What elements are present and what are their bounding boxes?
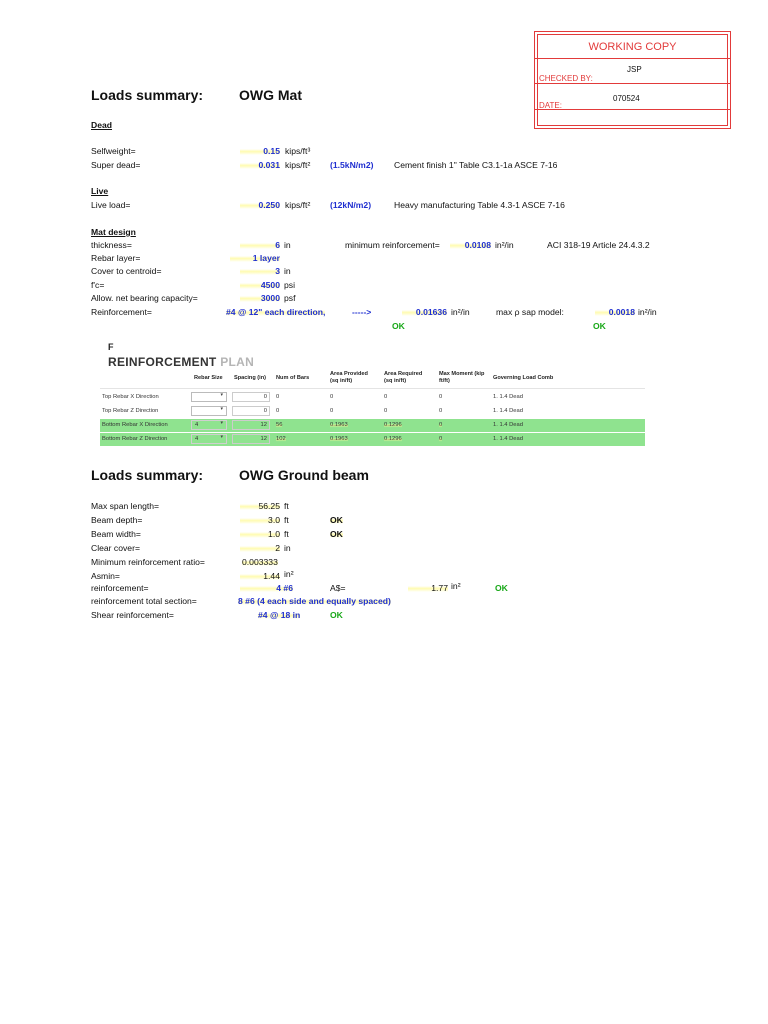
- fc-value: 4500: [240, 280, 280, 290]
- dropdown-arrow-icon: ▾: [220, 406, 223, 412]
- clear-cover-label: Clear cover=: [91, 543, 140, 553]
- row-name: Bottom Rebar X Direction: [102, 422, 168, 428]
- reinforcement-plan-title-faded: PLAN: [220, 355, 255, 369]
- fc-label: f'c=: [91, 280, 105, 290]
- table-row: [100, 391, 645, 404]
- min-ratio-value: 0.003333: [242, 557, 278, 567]
- reinforcement-area-unit: in²/in: [451, 307, 470, 317]
- dropdown-arrow-icon: ▾: [220, 392, 223, 398]
- stamp-divider: [535, 109, 730, 110]
- bearing-value: 3000: [240, 293, 280, 303]
- max-moment: 0: [439, 436, 443, 442]
- area-required: 0: [384, 394, 388, 400]
- max-rho-ok: OK: [593, 321, 606, 331]
- row-name: Top Rebar X Direction: [102, 394, 159, 400]
- rebar-layer-label: Rebar layer=: [91, 253, 141, 263]
- governing-comb: 1. 1.4 Dead: [493, 394, 523, 400]
- span-value: 56.25: [240, 501, 280, 511]
- header-spacing: Spacing (in): [234, 375, 267, 381]
- table-row: [100, 433, 645, 446]
- cover-label: Cover to centroid=: [91, 266, 162, 276]
- max-moment: 0: [439, 408, 443, 414]
- as-ok: OK: [495, 583, 508, 593]
- superdead-conversion: (1.5kN/m2): [330, 160, 374, 170]
- mat-subject: OWG Mat: [239, 87, 302, 103]
- reinforcement-arrow: ----->: [352, 307, 372, 317]
- superdead-label: Super dead=: [91, 160, 141, 170]
- total-section-label: reinforcement total section=: [91, 596, 197, 606]
- depth-value: 3.0: [240, 515, 280, 525]
- asmin-label: Asmin=: [91, 571, 120, 581]
- max-moment: 0: [439, 422, 443, 428]
- max-rho-label: max ρ sap model:: [496, 307, 564, 317]
- beam-reinforcement-label: reinforcement=: [91, 583, 149, 593]
- live-load-note: Heavy manufacturing Table 4.3-1 ASCE 7-16: [394, 200, 565, 210]
- live-load-label: Live load=: [91, 200, 131, 210]
- num-bars: 56: [276, 422, 283, 428]
- rebar-size-dropdown[interactable]: [191, 392, 227, 402]
- table-row: [100, 405, 645, 418]
- spacing-input[interactable]: 12: [232, 420, 270, 430]
- width-value: 1.0: [240, 529, 280, 539]
- shear-label: Shear reinforcement=: [91, 610, 174, 620]
- header-max-moment: Max Moment (kip ft/ft): [439, 371, 485, 384]
- stamp-divider: [535, 83, 730, 84]
- thickness-unit: in: [284, 240, 291, 250]
- as-value: 1.77: [408, 583, 448, 593]
- width-unit: ft: [284, 529, 289, 539]
- stamp-title: WORKING COPY: [588, 41, 677, 53]
- cover-value: 3: [240, 266, 280, 276]
- total-section-value: 8 #6 (4 each side and equally spaced): [238, 596, 391, 606]
- header-governing-comb: Governing Load Comb: [493, 375, 554, 381]
- beam-subject: OWG Ground beam: [239, 467, 369, 483]
- table-divider: [100, 388, 645, 389]
- reinforcement-plan-fragment: F: [108, 342, 114, 352]
- header-num-bars: Num of Bars: [276, 375, 310, 381]
- table-row: [100, 419, 645, 432]
- max-moment: 0: [439, 394, 443, 400]
- rebar-layer-value: 1 layer: [230, 253, 280, 263]
- governing-comb: 1. 1.4 Dead: [493, 436, 523, 442]
- rebar-size-dropdown[interactable]: [191, 420, 227, 430]
- mat-design-heading: Mat design: [91, 227, 136, 237]
- mat-heading: Loads summary:: [91, 87, 204, 103]
- selfweight-unit: kips/ft³: [285, 146, 311, 156]
- dead-heading: Dead: [91, 120, 113, 130]
- area-provided: 0: [330, 394, 334, 400]
- max-rho-unit: in²/in: [638, 307, 657, 317]
- spacing-input[interactable]: 0: [232, 392, 270, 402]
- live-load-unit: kips/ft²: [285, 200, 311, 210]
- reinforcement-label: Reinforcement=: [91, 307, 152, 317]
- width-label: Beam width=: [91, 529, 141, 539]
- selfweight-value: 0.15: [240, 146, 280, 156]
- superdead-unit: kips/ft²: [285, 160, 311, 170]
- header-area-provided: Area Provided (sq in/ft): [330, 371, 368, 384]
- thickness-value: 6: [240, 240, 280, 250]
- span-unit: ft: [284, 501, 289, 511]
- asmin-value: 1.44: [240, 571, 280, 581]
- reinforcement-value: #4 @ 12" each direction,: [226, 307, 326, 317]
- shear-value: #4 @ 18 in: [258, 610, 301, 620]
- header-rebar-size: Rebar Size: [194, 375, 223, 381]
- reinforcement-plan-title-main: REINFORCEMENT: [108, 355, 217, 369]
- spacing-input[interactable]: 12: [232, 434, 270, 444]
- depth-ok: OK: [330, 515, 343, 525]
- area-required: 0.1296: [384, 422, 402, 428]
- stamp-checked-by-value: JSP: [627, 65, 642, 74]
- beam-heading: Loads summary:: [91, 467, 204, 483]
- row-name: Top Rebar Z Direction: [102, 408, 159, 414]
- live-load-value: 0.250: [240, 200, 280, 210]
- clear-cover-unit: in: [284, 543, 291, 553]
- stamp-divider: [535, 58, 730, 59]
- live-load-conversion: (12kN/m2): [330, 200, 372, 210]
- area-required: 0.1296: [384, 436, 402, 442]
- num-bars: 102: [276, 436, 286, 442]
- superdead-note: Cement finish 1" Table C3.1-1a ASCE 7-16: [394, 160, 558, 170]
- area-provided: 0.1963: [330, 436, 348, 442]
- shear-ok: OK: [330, 610, 343, 620]
- stamp-checked-by-label: CHECKED BY:: [539, 74, 593, 83]
- area-required: 0: [384, 408, 388, 414]
- bearing-label: Allow. net bearing capacity=: [91, 293, 198, 303]
- min-ratio-label: Minimum reinforcement ratio=: [91, 557, 205, 567]
- selfweight-label: Selfweight=: [91, 146, 136, 156]
- superdead-value: 0.031: [240, 160, 280, 170]
- stamp-date-value: 070524: [613, 94, 640, 103]
- min-reinforcement-label: minimum reinforcement=: [345, 240, 440, 250]
- as-label: A$=: [330, 583, 346, 593]
- area-provided: 0.1963: [330, 422, 348, 428]
- working-copy-stamp: [534, 31, 731, 129]
- min-reinforcement-unit: in²/in: [495, 240, 514, 250]
- num-bars: 0: [276, 394, 280, 400]
- clear-cover-value: 2: [240, 543, 280, 553]
- dropdown-arrow-icon: ▾: [220, 434, 223, 440]
- bearing-unit: psf: [284, 293, 296, 303]
- live-heading: Live: [91, 186, 109, 196]
- spacing-input[interactable]: 0: [232, 406, 270, 416]
- row-name: Bottom Rebar Z Direction: [102, 436, 168, 442]
- as-unit: in²: [451, 581, 461, 591]
- governing-comb: 1. 1.4 Dead: [493, 408, 523, 414]
- fc-unit: psi: [284, 280, 295, 290]
- min-reinforcement-value: 0.0108: [450, 240, 491, 250]
- stamp-date-label: DATE:: [539, 101, 562, 110]
- beam-reinforcement-value: 4 #6: [240, 583, 293, 593]
- rebar-size-dropdown[interactable]: [191, 434, 227, 444]
- rebar-size-value: 4: [195, 436, 199, 442]
- area-provided: 0: [330, 408, 334, 414]
- num-bars: 0: [276, 408, 280, 414]
- min-reinforcement-reference: ACI 318-19 Article 24.4.3.2: [547, 240, 650, 250]
- max-rho-value: 0.0018: [595, 307, 635, 317]
- reinforcement-ok: OK: [392, 321, 405, 331]
- reinforcement-plan-title: [108, 355, 254, 369]
- width-ok: OK: [330, 529, 343, 539]
- depth-unit: ft: [284, 515, 289, 525]
- reinforcement-area-value: 0.01636: [402, 307, 447, 317]
- asmin-unit: in²: [284, 569, 294, 579]
- header-area-required: Area Required (sq in/ft): [384, 371, 423, 384]
- span-label: Max span length=: [91, 501, 160, 511]
- cover-unit: in: [284, 266, 291, 276]
- dropdown-arrow-icon: ▾: [220, 420, 223, 426]
- depth-label: Beam depth=: [91, 515, 143, 525]
- rebar-size-value: 4: [195, 422, 199, 428]
- rebar-size-dropdown[interactable]: [191, 406, 227, 416]
- governing-comb: 1. 1.4 Dead: [493, 422, 523, 428]
- thickness-label: thickness=: [91, 240, 132, 250]
